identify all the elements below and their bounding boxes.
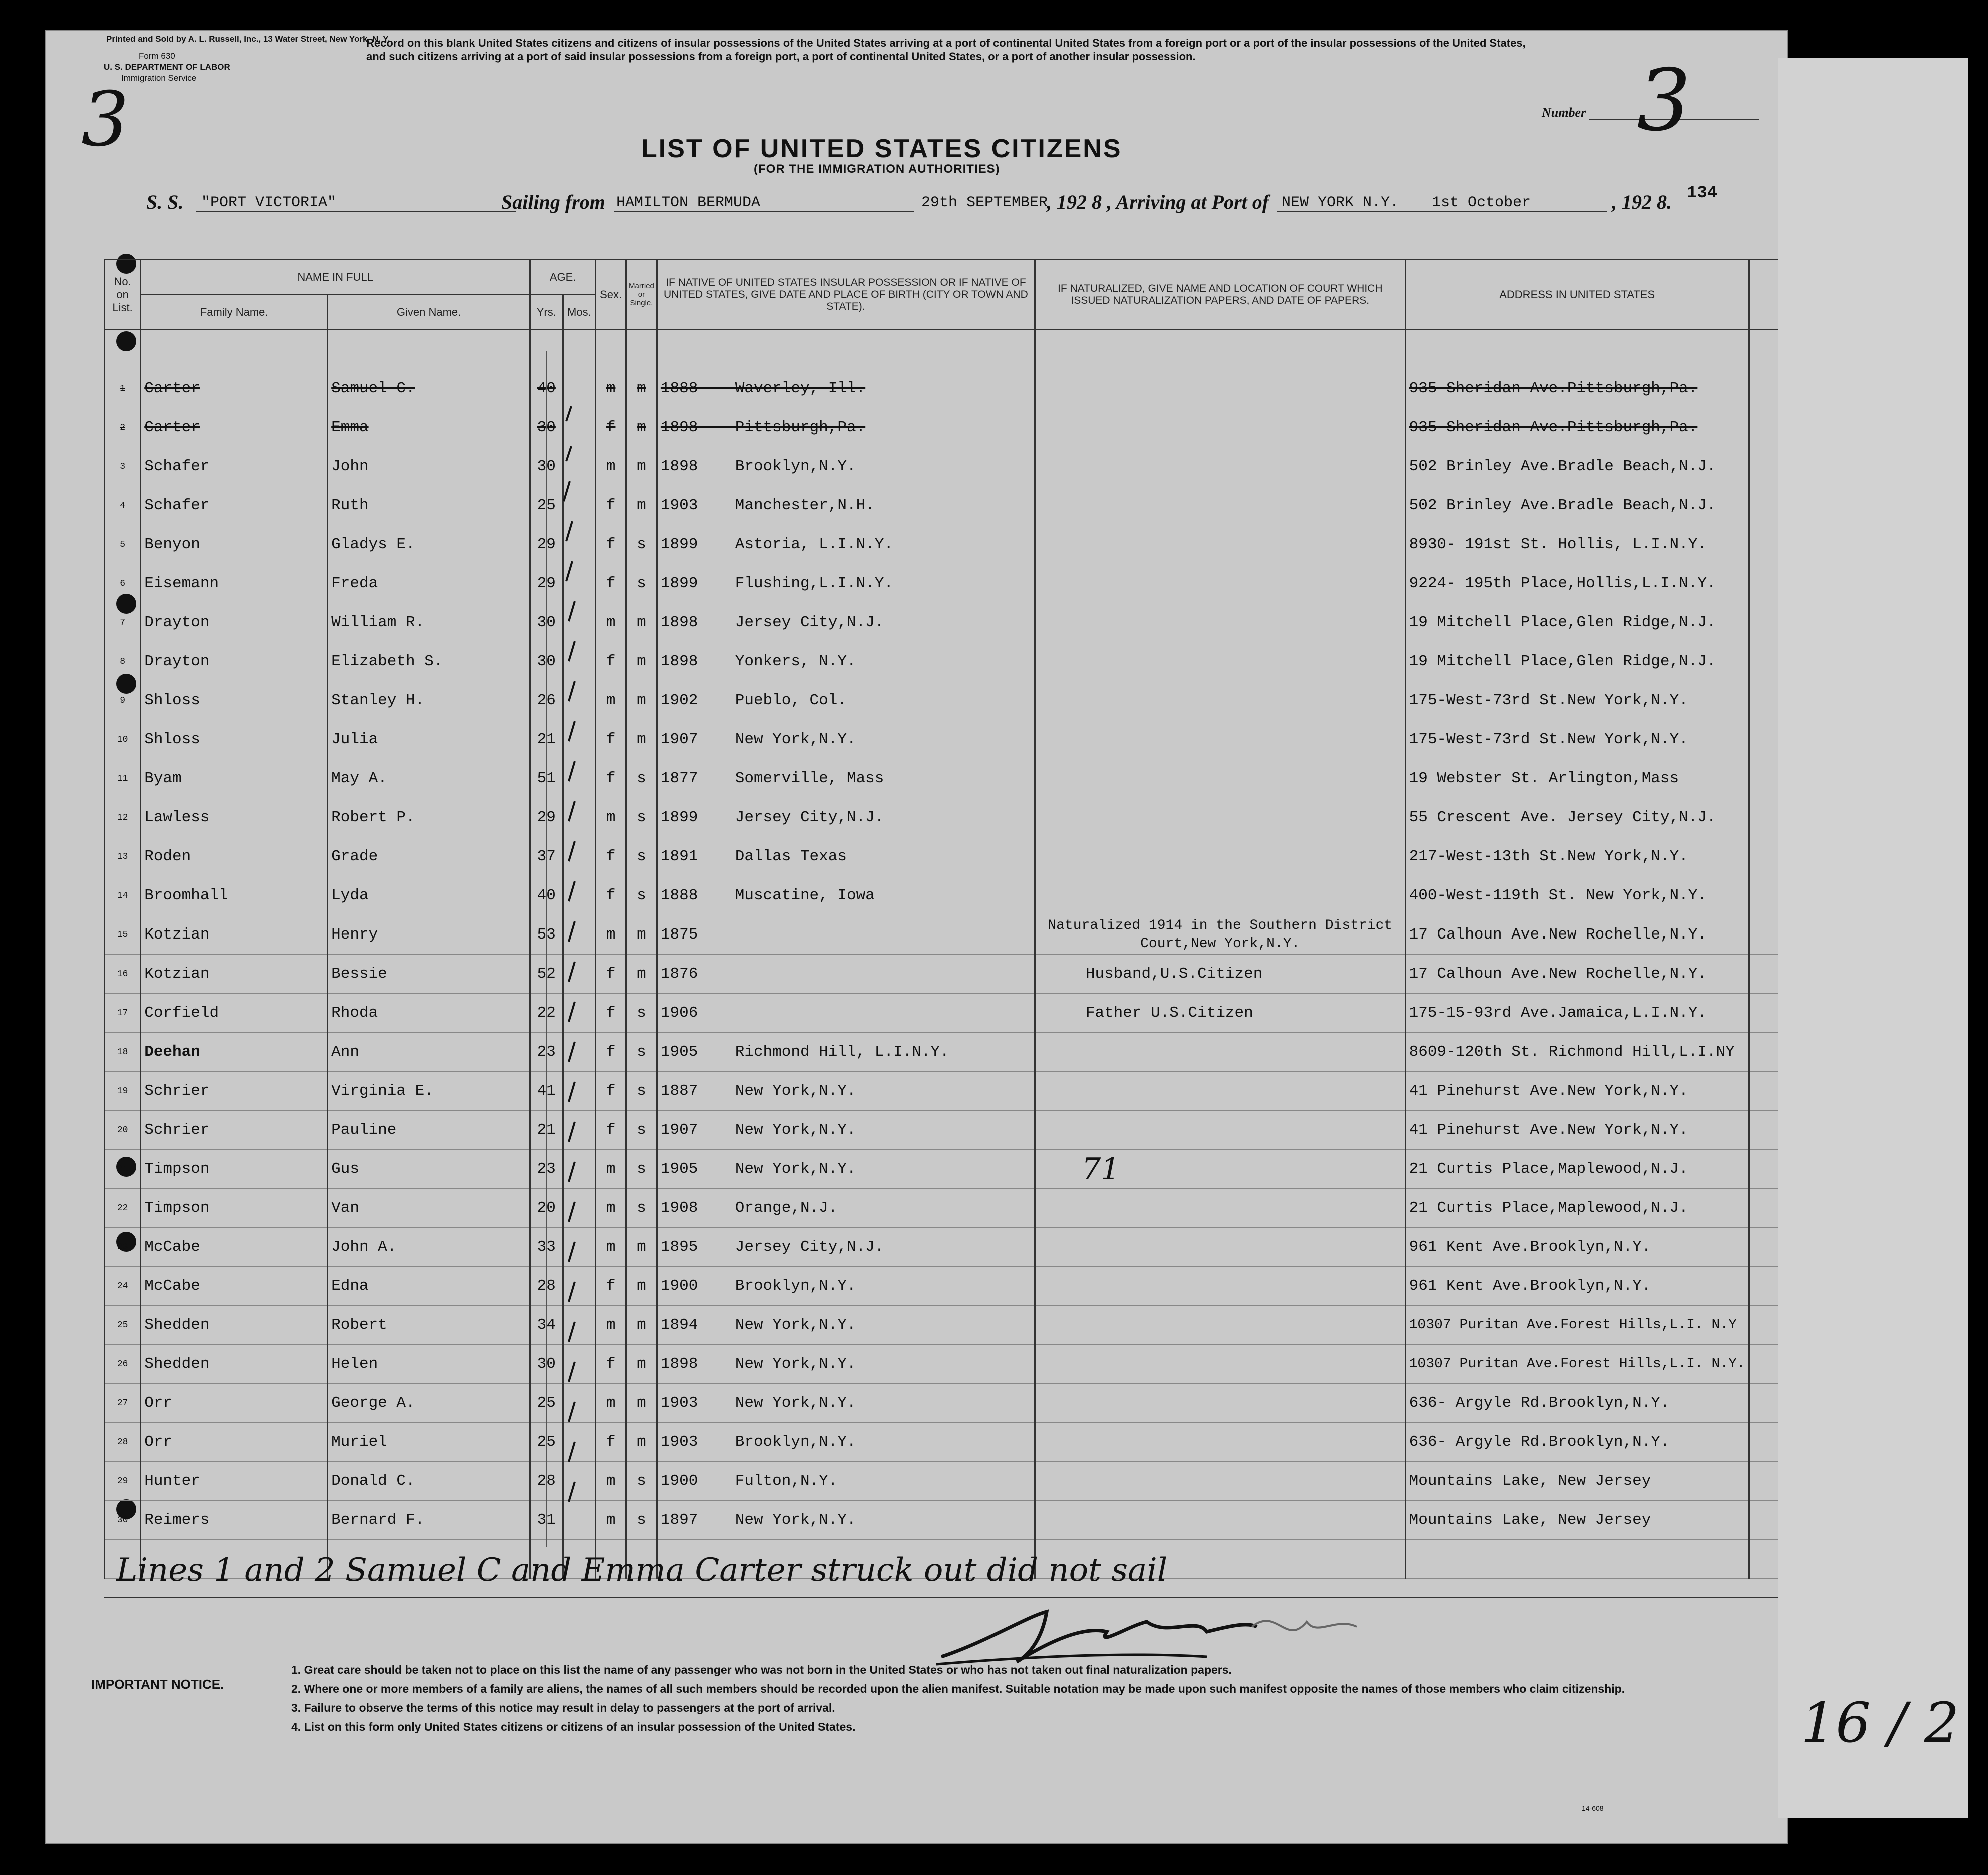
table-row: 1 Carter Samuel C. 40 m m 1888 Waverley, Ill. 935 Sheridan Ave.Pittsburgh,Pa. <box>105 369 1781 408</box>
handwritten-note: Lines 1 and 2 Samuel C and Emma Carter struck out did not sail <box>116 1552 1168 1589</box>
printer-line: Printed and Sold by A. L. Russell, Inc., 13 Water Street, New York, N. Y. <box>106 34 390 44</box>
footer-code: 14-608 <box>1582 1804 1604 1812</box>
notice-item: 1. Great care should be taken not to place on this list the name of any passenger who was not born in the United States or who has not taken out final naturalization papers. <box>291 1663 1232 1676</box>
notice-label: IMPORTANT NOTICE. <box>91 1677 224 1692</box>
col-no: No. on List. <box>105 260 141 330</box>
table-row: 12 Lawless Robert P. 29 m s 1899 Jersey City,N.J. 55 Crescent Ave. Jersey City,N.J. <box>105 798 1781 837</box>
sailing-year: , 192 8 <box>1047 191 1102 213</box>
notice-item: 2. Where one or more members of a family are aliens, the names of all such members should be recorded upon the alien manifest. Suitable notation may be made upon such manifest opposite the names of those members who claim citizenship. <box>291 1682 1625 1695</box>
notice-list <box>291 1662 1742 1735</box>
number-label: Number <box>1542 105 1586 120</box>
col-given: Given Name. <box>328 295 530 330</box>
number-value: 3 <box>1637 51 1691 150</box>
page-number: 134 <box>1687 184 1718 203</box>
col-mos: Mos. <box>563 295 596 330</box>
table-row: 5 Benyon Gladys E. 29 f s 1899 Astoria, L.I.N.Y. 8930- 191st St. Hollis, L.I.N.Y. <box>105 525 1781 564</box>
table-row: 8 Drayton Elizabeth S. 30 f m 1898 Yonkers, N.Y. 19 Mitchell Place,Glen Ridge,N.J. <box>105 642 1781 681</box>
sailing-label: Sailing from <box>501 191 605 213</box>
table-row: 21 Timpson Gus 23 m s 1905 New York,N.Y. 21 Curtis Place,Maplewood,N.J. <box>105 1150 1781 1189</box>
manifest-sheet <box>45 30 1788 1844</box>
instructions-text: Record on this blank United States citizens and citizens of insular possessions of the United States arriving at a port of continental United States from a foreign port or a port of the insular possessions of the United States, and such citizens arriving at a port of said insular possessions from a foreign port, a port of continental United States, or a port of another insular possession. <box>366 37 1526 63</box>
table-row: 9 Shloss Stanley H. 26 m m 1902 Pueblo, Col. 175-West-73rd St.New York,N.Y. <box>105 681 1781 720</box>
table-row: 10 Shloss Julia 21 f m 1907 New York,N.Y. 175-West-73rd St.New York,N.Y. <box>105 720 1781 759</box>
col-address: ADDRESS IN UNITED STATES <box>1405 260 1749 330</box>
page-subtitle: (FOR THE IMMIGRATION AUTHORITIES) <box>754 162 1000 176</box>
margin-mark: 16 / 2 <box>1801 1691 1959 1755</box>
arriving-port: NEW YORK N.Y. <box>1282 194 1399 211</box>
col-married: Married or Single. <box>626 260 657 330</box>
ss-label: S. S. <box>146 191 184 213</box>
notice-item: 4. List on this form only United States citizens or citizens of an insular possession of the United States. <box>291 1720 856 1733</box>
col-name: NAME IN FULL <box>141 260 530 295</box>
department-label: U. S. DEPARTMENT OF LABOR <box>104 62 230 72</box>
table-row: 4 Schafer Ruth 25 f m 1903 Manchester,N.H. 502 Brinley Ave.Bradle Beach,N.J. <box>105 486 1781 525</box>
table-row: 11 Byam May A. 51 f s 1877 Somerville, Mass 19 Webster St. Arlington,Mass <box>105 759 1781 798</box>
col-yrs: Yrs. <box>530 295 563 330</box>
table-row: 19 Schrier Virginia E. 41 f s 1887 New York,N.Y. 41 Pinehurst Ave.New York,N.Y. <box>105 1072 1781 1111</box>
adjacent-page-edge <box>1778 58 1968 1818</box>
table-row: 23 McCabe John A. 33 m m 1895 Jersey City,N.J. 961 Kent Ave.Brooklyn,N.Y. <box>105 1228 1781 1267</box>
col-sex: Sex. <box>596 260 626 330</box>
table-row: 28 Orr Muriel 25 f m 1903 Brooklyn,N.Y. 636- Argyle Rd.Brooklyn,N.Y. <box>105 1423 1781 1462</box>
signature <box>926 1597 1377 1672</box>
table-row: 25 Shedden Robert 34 m m 1894 New York,N.Y. 10307 Puritan Ave.Forest Hills,L.I. N.Y <box>105 1306 1781 1345</box>
table-row: 24 McCabe Edna 28 f m 1900 Brooklyn,N.Y. 961 Kent Ave.Brooklyn,N.Y. <box>105 1267 1781 1306</box>
table-row: 18 Deehan Ann 23 f s 1905 Richmond Hill, L.I.N.Y. 8609-120th St. Richmond Hill,L.I.NY <box>105 1033 1781 1072</box>
col-birth: IF NATIVE OF UNITED STATES INSULAR POSSESSION OR IF NATIVE OF UNITED STATES, GIVE DATE AND PLACE OF BIRTH (CITY OR TOWN AND STATE). <box>657 260 1035 330</box>
service-label: Immigration Service <box>121 73 197 83</box>
center-mark: 71 <box>1082 1152 1120 1187</box>
arriving-label: , Arriving at Port of <box>1107 191 1269 213</box>
notice-item: 3. Failure to observe the terms of this notice may result in delay to passengers at the port of arrival. <box>291 1701 835 1714</box>
table-row: 20 Schrier Pauline 21 f s 1907 New York,N.Y. 41 Pinehurst Ave.New York,N.Y. <box>105 1111 1781 1150</box>
page-title: LIST OF UNITED STATES CITIZENS <box>641 134 1122 163</box>
sailing-from: HAMILTON BERMUDA <box>616 194 761 211</box>
table-row: 15 Kotzian Henry 53 m m 1875 Naturalized 1914 in the Southern District Court,New York,N.Y. 17 Calhoun Ave.New Rochelle,N.Y. <box>105 915 1781 955</box>
table-row: 30 Reimers Bernard F. 31 m s 1897 New York,N.Y. Mountains Lake, New Jersey <box>105 1501 1781 1540</box>
handwritten-number-3: 3 <box>81 76 129 163</box>
table-row: 13 Roden Grade 37 f s 1891 Dallas Texas 217-West-13th St.New York,N.Y. <box>105 837 1781 876</box>
table-row: 14 Broomhall Lyda 40 f s 1888 Muscatine, Iowa 400-West-119th St. New York,N.Y. <box>105 876 1781 915</box>
arriving-date: 1st October <box>1432 194 1531 211</box>
sailing-date: 29th SEPTEMBER <box>921 194 1048 211</box>
form-number: Form 630 <box>139 51 175 61</box>
table-row: 27 Orr George A. 25 m m 1903 New York,N.Y. 636- Argyle Rd.Brooklyn,N.Y. <box>105 1384 1781 1423</box>
col-naturalized: IF NATURALIZED, GIVE NAME AND LOCATION OF COURT WHICH ISSUED NATURALIZATION PAPERS, AND DATE OF PAPERS. <box>1035 260 1405 330</box>
table-row: 26 Shedden Helen 30 f m 1898 New York,N.Y. 10307 Puritan Ave.Forest Hills,L.I. N.Y. <box>105 1345 1781 1384</box>
ship-name: "PORT VICTORIA" <box>201 194 337 211</box>
arriving-year: , 192 8. <box>1612 191 1672 213</box>
col-age: AGE. <box>530 260 596 295</box>
col-family: Family Name. <box>141 295 328 330</box>
table-row: 29 Hunter Donald C. 28 m s 1900 Fulton,N.Y. Mountains Lake, New Jersey <box>105 1462 1781 1501</box>
table-row: 3 Schafer John 30 m m 1898 Brooklyn,N.Y. 502 Brinley Ave.Bradle Beach,N.J. <box>105 447 1781 486</box>
table-row: 16 Kotzian Bessie 52 f m 1876 Husband,U.S.Citizen 17 Calhoun Ave.New Rochelle,N.Y. <box>105 955 1781 994</box>
table-row: 6 Eisemann Freda 29 f s 1899 Flushing,L.I.N.Y. 9224- 195th Place,Hollis,L.I.N.Y. <box>105 564 1781 603</box>
table-row: 7 Drayton William R. 30 m m 1898 Jersey City,N.J. 19 Mitchell Place,Glen Ridge,N.J. <box>105 603 1781 642</box>
table-row: 2 Carter Emma 30 f m 1898 Pittsburgh,Pa. 935 Sheridan Ave.Pittsburgh,Pa. <box>105 408 1781 447</box>
table-row: 17 Corfield Rhoda 22 f s 1906 Father U.S.Citizen 175-15-93rd Ave.Jamaica,L.I.N.Y. <box>105 994 1781 1033</box>
table-row: 22 Timpson Van 20 m s 1908 Orange,N.J. 21 Curtis Place,Maplewood,N.J. <box>105 1189 1781 1228</box>
